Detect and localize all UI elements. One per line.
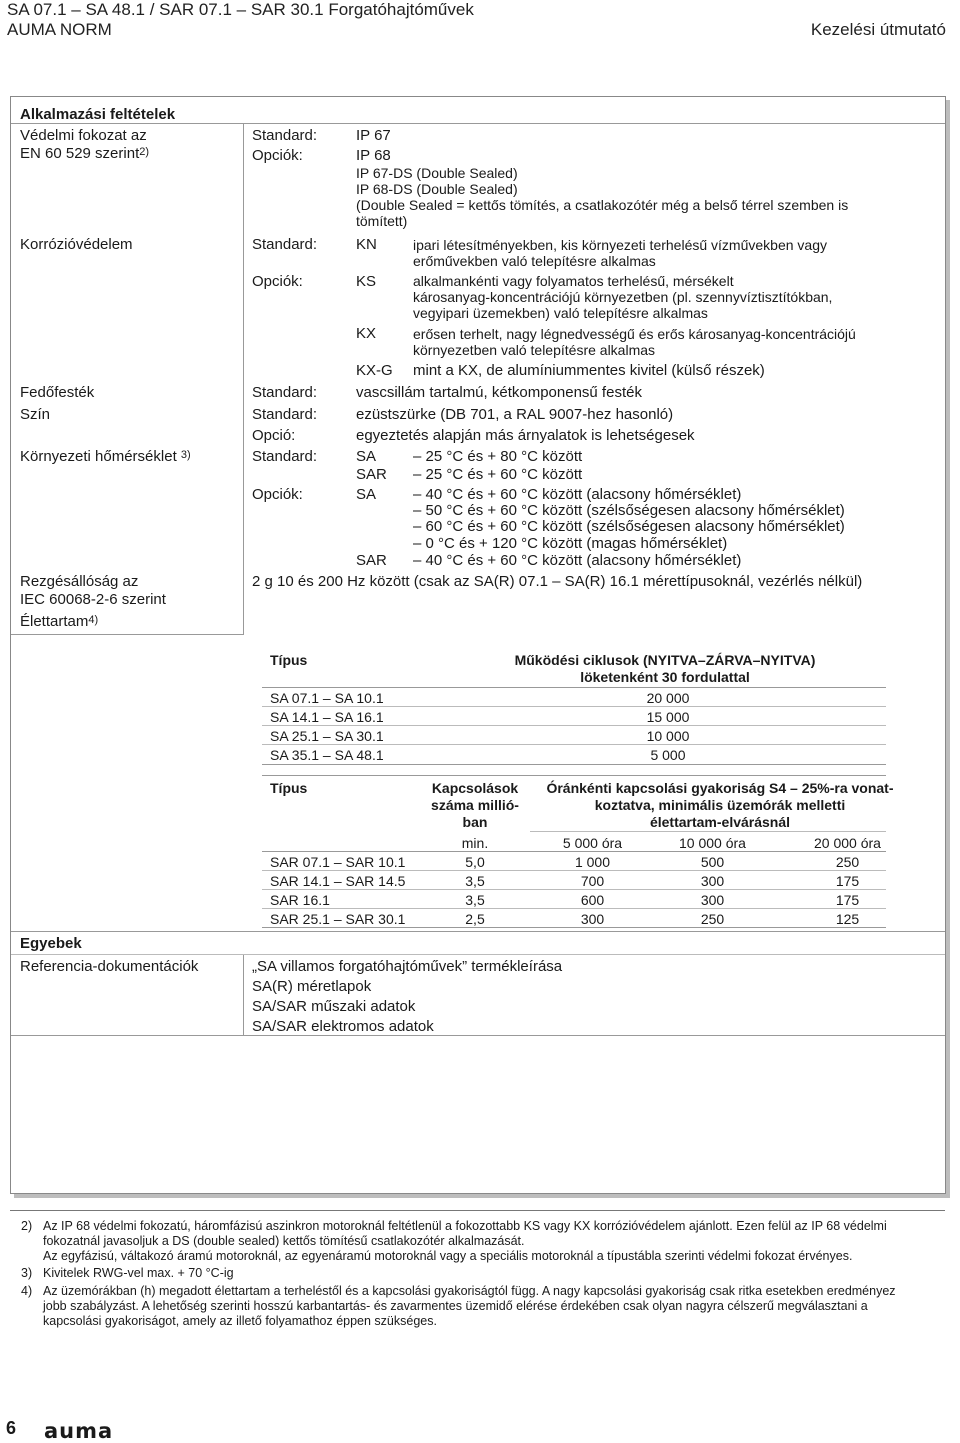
- corrosion-ks-desc-1: alkalmankénti vagy folyamatos terhelésű, mérsékelt: [413, 273, 734, 289]
- color-option-label: Opció:: [252, 427, 296, 444]
- corrosion-label: Korrózióvédelem: [20, 236, 133, 253]
- sar-table-row-1-b: 500: [700, 854, 725, 870]
- sa-table-type-header: Típus: [270, 652, 308, 668]
- protection-option-4: (Double Sealed = kettős tömítés, a csatlakozótér még a belső térrel szemben is: [356, 197, 849, 213]
- sar-table-header-rule: [262, 851, 886, 852]
- section-title: Alkalmazási feltételek: [20, 106, 176, 123]
- sar-table-sub-h3: 20 000 óra: [814, 835, 881, 851]
- ambient-std1-type: SA: [356, 448, 377, 465]
- sar-table-row-3-min: 3,5: [465, 892, 485, 908]
- reference-doc-2: SA(R) méretlapok: [252, 978, 372, 995]
- sa-table-row-rule: [262, 744, 886, 745]
- footnote-4-line-3: kapcsolási gyakoriságot, amely az illető folyamathoz éppen szükséges.: [43, 1314, 437, 1328]
- sa-table-row-4-value: 5 000: [650, 747, 686, 763]
- sa-table-row-3-value: 10 000: [646, 728, 690, 744]
- sa-table-row-1-value: 20 000: [646, 690, 690, 706]
- sa-table-row-3-type: SA 25.1 – SA 30.1: [270, 728, 384, 744]
- header-title: SA 07.1 – SA 48.1 / SAR 07.1 – SAR 30.1 Forgatóhajtóművek: [7, 0, 474, 19]
- sa-table-row-1-type: SA 07.1 – SA 10.1: [270, 690, 384, 706]
- protection-label-2: EN 60 529 szerint$^{2)}$: [20, 145, 150, 162]
- vibration-label-2: IEC 60068-2-6 szerint: [20, 591, 166, 608]
- protection-option-2: IP 67-DS (Double Sealed): [356, 165, 518, 181]
- sar-table-top-rule: [262, 775, 886, 776]
- sar-table-freq-header-2: koztatva, minimális üzemórák melletti: [594, 797, 846, 813]
- reference-docs-label: Referencia-dokumentációk: [20, 958, 199, 975]
- sa-table-row-rule: [262, 725, 886, 726]
- ambient-opt1-range: – 40 °C és + 60 °C között (alacsony hőmérséklet): [413, 486, 742, 503]
- sar-table-row-4-c: 125: [835, 911, 860, 927]
- footnote-4: [21, 1284, 921, 1329]
- sar-table-row-3-a: 600: [580, 892, 605, 908]
- sar-table-row-4-type: SAR 25.1 – SAR 30.1: [270, 911, 406, 927]
- sar-table-row-1-c: 250: [835, 854, 860, 870]
- footnote-2-line-3: Az egyfázisú, váltakozó áramú motoroknál, az egyenáramú motoroknál vagy a speciális motoroknál a típustábla szerinti védelmi fokozat érvényes.: [43, 1249, 853, 1263]
- corrosion-kx-desc-1: erősen terhelt, nagy légnedvességű és erős károsanyag-koncentrációjú: [413, 326, 856, 342]
- corrosion-kx: KX: [356, 325, 377, 342]
- ambient-std2-range: – 25 °C és + 60 °C között: [413, 466, 583, 483]
- sa-table-row-4-type: SA 35.1 – SA 48.1: [270, 747, 384, 763]
- others-divider: [11, 931, 945, 932]
- footnote-2-number: 2): [21, 1219, 33, 1233]
- corrosion-ks: KS: [356, 273, 377, 290]
- vibration-label-1: Rezgésállóság az: [20, 573, 139, 590]
- ambient-opt2-range: – 50 °C és + 60 °C között (szélsőségesen alacsony hőmérséklet): [413, 502, 845, 519]
- lifetime-label: Élettartam$^{4)}$: [20, 613, 99, 630]
- sa-table-cycles-header-1: Működési ciklusok (NYITVA–ZÁRVA–NYITVA): [514, 652, 816, 668]
- protection-option-3: IP 68-DS (Double Sealed): [356, 181, 518, 197]
- footnote-3: [21, 1266, 921, 1281]
- corrosion-kxg: KX-G: [356, 362, 393, 379]
- footnote-4-number: 4): [21, 1284, 33, 1298]
- topcoat-value: vascsillám tartalmú, kétkomponensű festék: [356, 384, 642, 401]
- color-standard-label: Standard:: [252, 406, 318, 423]
- reference-doc-1: „SA villamos forgatóhajtóművek” termékleírása: [252, 958, 563, 975]
- color-option-value: egyeztetés alapján más árnyalatok is lehetségesek: [356, 427, 695, 444]
- protection-option-1: IP 68: [356, 147, 391, 164]
- others-bottom-divider: [11, 1035, 945, 1036]
- column-divider-lower: [243, 955, 244, 1035]
- sar-table-type-header: Típus: [270, 780, 308, 796]
- sa-table-header-rule: [262, 687, 886, 688]
- corrosion-kn-desc-2: erőművekben való telepítésre alkalmas: [413, 253, 656, 269]
- sar-table-row-3-type: SAR 16.1: [270, 892, 330, 908]
- ambient-opt4-range: – 0 °C és + 120 °C között (magas hőmérséklet): [413, 535, 728, 552]
- sar-table-row-2-min: 3,5: [465, 873, 485, 889]
- vibration-value: 2 g 10 és 200 Hz között (csak az SA(R) 07.1 – SA(R) 16.1 mérettípusoknál, vezérlés nélkül): [252, 573, 863, 590]
- ambient-std1-range: – 25 °C és + 80 °C között: [413, 448, 583, 465]
- sar-table-row-rule: [262, 889, 886, 890]
- header-doc-type: Kezelési útmutató: [810, 20, 946, 39]
- ambient-options-label: Opciók:: [252, 486, 303, 503]
- ambient-label: Környezeti hőmérséklet $^{3)}$: [20, 448, 191, 465]
- section-divider: [11, 123, 945, 124]
- footnote-4-line-2: jobb szabályzást. A lehetőség szerinti hosszú karbantartás- és zavarmentes üzemidő elérése érdekében csak olyan nagyra célszerű megválasztani a: [43, 1299, 868, 1313]
- ambient-opt5-type: SAR: [356, 552, 387, 569]
- header-subtitle: AUMA NORM: [7, 20, 112, 39]
- sar-table-row-rule: [262, 870, 886, 871]
- reference-doc-3: SA/SAR műszaki adatok: [252, 998, 416, 1015]
- footnote-4-line-1: Az üzemórákban (h) megadott élettartam a terheléstől és a kapcsolási gyakoriságtól függ. A nagy kapcsolási gyakoriság csak ritka esetekben eredményez: [43, 1284, 896, 1298]
- sar-table-row-2-a: 700: [580, 873, 605, 889]
- sar-table-row-3-b: 300: [700, 892, 725, 908]
- corrosion-kn-desc-1: ipari létesítményekben, kis környezeti terhelésű vízművekben vagy: [413, 237, 827, 253]
- sa-table-row-2-value: 15 000: [646, 709, 690, 725]
- others-title: Egyebek: [20, 935, 82, 952]
- corrosion-kx-desc-2: környezetben való telepítésre alkalmas: [413, 342, 656, 358]
- corrosion-standard-label: Standard:: [252, 236, 318, 253]
- page-number: 6: [6, 1418, 17, 1438]
- footnote-2-line-1: Az IP 68 védelmi fokozatú, háromfázisú aszinkron motoroknál feltétlenül a fokozottabb KS vagy KX korrózióvédelem ajánlott. Ezen felül az IP 68 védelmi: [43, 1219, 887, 1233]
- ambient-standard-label: Standard:: [252, 448, 318, 465]
- corrosion-ks-desc-2: károsanyag-koncentrációjú környezetben (pl. szennyvíztisztítókban,: [413, 289, 833, 305]
- footnote-3-number: 3): [21, 1266, 33, 1280]
- sa-table-row-rule: [262, 706, 886, 707]
- ambient-opt3-range: – 60 °C és + 60 °C között (szélsőségesen alacsony hőmérséklet): [413, 518, 845, 535]
- footnote-3-line-1: Kivitelek RWG-vel max. + 70 °C-ig: [43, 1266, 234, 1280]
- sar-table-subheader-rule: [530, 831, 886, 832]
- sar-table-sub-min: min.: [461, 835, 489, 851]
- sa-table-cycles-header-2: löketenként 30 fordulattal: [580, 669, 750, 685]
- others-title-rule: [11, 954, 945, 955]
- topcoat-label: Fedőfesték: [20, 384, 95, 401]
- footnote-2: [21, 1219, 921, 1264]
- protection-standard-value: IP 67: [356, 127, 391, 144]
- column-divider-upper: [243, 124, 244, 634]
- sar-table-freq-header-1: Óránkénti kapcsolási gyakoriság S4 – 25%-ra vonat-: [546, 780, 894, 796]
- lifetime-label-divider: [11, 634, 244, 635]
- protection-standard-label: Standard:: [252, 127, 318, 144]
- sar-table-row-rule: [262, 908, 886, 909]
- color-label: Szín: [20, 406, 51, 423]
- sar-table-sub-h1: 5 000 óra: [562, 835, 623, 851]
- corrosion-kn: KN: [356, 236, 377, 253]
- sar-table-row-2-type: SAR 14.1 – SAR 14.5: [270, 873, 406, 889]
- protection-label-1: Védelmi fokozat az: [20, 127, 147, 144]
- sa-table-bottom-rule: [262, 764, 886, 765]
- sar-table-bottom-rule: [262, 927, 886, 928]
- auma-logo: auma: [44, 1419, 114, 1443]
- sar-table-row-2-b: 300: [700, 873, 725, 889]
- topcoat-standard-label: Standard:: [252, 384, 318, 401]
- sar-table-switch-header-3: ban: [462, 814, 488, 830]
- sar-table-row-4-min: 2,5: [465, 911, 485, 927]
- sar-table-row-3-c: 175: [835, 892, 860, 908]
- sar-table-row-4-b: 250: [700, 911, 725, 927]
- sar-table-row-1-min: 5,0: [465, 854, 485, 870]
- sa-table-row-2-type: SA 14.1 – SA 16.1: [270, 709, 384, 725]
- sar-table-row-4-a: 300: [580, 911, 605, 927]
- protection-options-label: Opciók:: [252, 147, 303, 164]
- sar-table-freq-header-3: élettartam-elvárásnál: [649, 814, 791, 830]
- sar-table-switch-header-2: száma millió-: [431, 797, 519, 813]
- sar-table-sub-h2: 10 000 óra: [679, 835, 746, 851]
- corrosion-kxg-desc: mint a KX, de alumíniummentes kivitel (külső részek): [413, 362, 765, 379]
- color-standard-value: ezüstszürke (DB 701, a RAL 9007-hez hasonló): [356, 406, 674, 423]
- ambient-opt1-type: SA: [356, 486, 377, 503]
- sar-table-row-1-type: SAR 07.1 – SAR 10.1: [270, 854, 406, 870]
- sar-table-switch-header-1: Kapcsolások: [431, 780, 519, 796]
- sar-table-row-1-a: 1 000: [574, 854, 611, 870]
- sar-table-row-2-c: 175: [835, 873, 860, 889]
- reference-doc-4: SA/SAR elektromos adatok: [252, 1018, 434, 1035]
- ambient-opt5-range: – 40 °C és + 60 °C között (alacsony hőmérséklet): [413, 552, 742, 569]
- footnote-2-line-2: fokozatnál javasoljuk a DS (double sealed) kettős tömítésű csatlakozótér alkalmazását.: [43, 1234, 525, 1248]
- footnote-separator: [10, 1210, 945, 1211]
- corrosion-options-label: Opciók:: [252, 273, 303, 290]
- protection-option-5: tömített): [356, 213, 408, 229]
- ambient-std2-type: SAR: [356, 466, 387, 483]
- corrosion-ks-desc-3: vegyipari üzemekben) való telepítésre alkalmas: [413, 305, 708, 321]
